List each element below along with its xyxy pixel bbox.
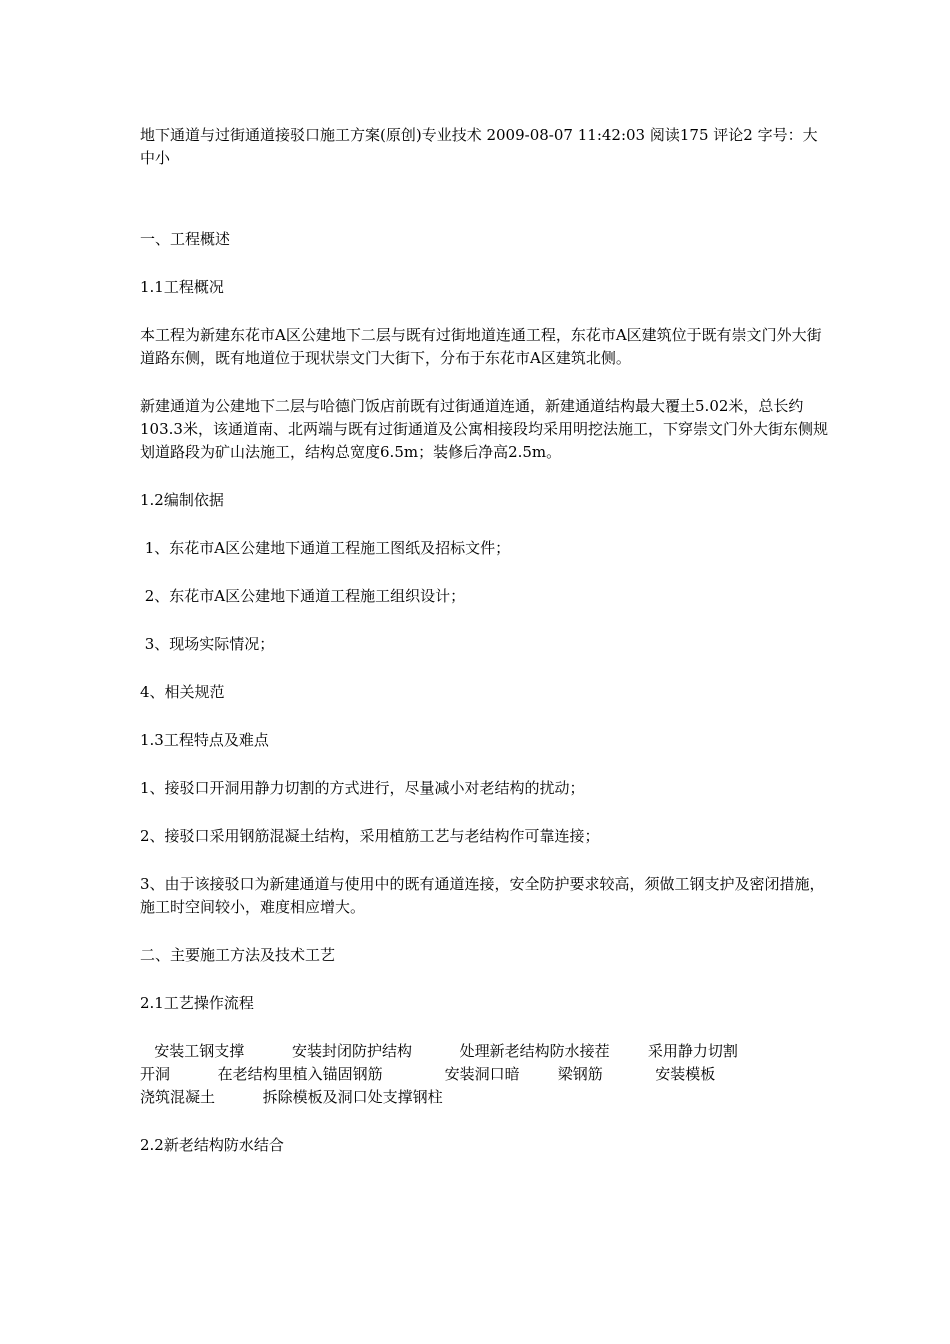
spacer xyxy=(140,512,830,537)
spacer xyxy=(140,704,830,729)
subsection-heading-1-1: 1.1工程概况 xyxy=(140,278,224,296)
basis-item-4: 4、相关规范 xyxy=(140,683,225,701)
basis-item-2: 2、东花市A区公建地下通道工程施工组织设计； xyxy=(140,587,466,605)
spacer xyxy=(140,967,830,992)
spacer xyxy=(140,608,830,633)
subsection-heading-1-2: 1.2编制依据 xyxy=(140,491,224,509)
subsection-heading-1-3: 1.3工程特点及难点 xyxy=(140,731,269,749)
basis-item-1: 1、东花市A区公建地下通道工程施工图纸及招标文件； xyxy=(140,539,511,557)
spacer xyxy=(140,1015,830,1040)
spacer xyxy=(140,656,830,681)
document-page xyxy=(140,124,830,1157)
paragraph-overview-2: 新建通道为公建地下二层与哈德门饭店前既有过街通道连通，新建通道结构最大覆土5.02米，总长约103.3米，该通道南、北两端与既有过街通道及公寓相接段均采用明挖法施工，下穿崇文门外大街东侧规划道路段为矿山法施工，结构总宽度6.5m；装修后净高2.5m。 xyxy=(140,397,828,461)
paragraph-overview-1: 本工程为新建东花市A区公建地下二层与既有过街地道连通工程，东花市A区建筑位于既有崇文门外大街道路东侧，既有地道位于现状崇文门大街下，分布于东花市A区建筑北侧。 xyxy=(140,326,822,367)
spacer xyxy=(140,251,830,276)
spacer xyxy=(140,370,830,395)
section-heading-2: 二、主要施工方法及技术工艺 xyxy=(140,946,336,964)
process-flow-row-3: 浇筑混凝土 拆除模板及洞口处支撑钢柱 xyxy=(140,1088,443,1106)
spacer xyxy=(140,800,830,825)
spacer xyxy=(140,299,830,324)
spacer xyxy=(140,170,830,228)
feature-item-2: 2、接驳口采用钢筋混凝土结构，采用植筋工艺与老结构作可靠连接； xyxy=(140,827,600,845)
document-header: 地下通道与过街通道接驳口施工方案(原创)专业技术 2009-08-07 11:42:03 阅读175 评论2 字号：大中小 xyxy=(140,126,818,167)
spacer xyxy=(140,848,830,873)
feature-item-3: 3、由于该接驳口为新建通道与使用中的既有通道连接，安全防护要求较高，须做工钢支护及密闭措施，施工时空间较小，难度相应增大。 xyxy=(140,875,825,916)
spacer xyxy=(140,560,830,585)
spacer xyxy=(140,919,830,944)
subsection-heading-2-1: 2.1工艺操作流程 xyxy=(140,994,254,1012)
section-heading-1: 一、工程概述 xyxy=(140,230,231,248)
spacer xyxy=(140,464,830,489)
feature-item-1: 1、接驳口开洞用静力切割的方式进行，尽量减小对老结构的扰动； xyxy=(140,779,585,797)
process-flow-row-1: 安装工钢支撑 安装封闭防护结构 处理新老结构防水接茬 采用静力切割 xyxy=(140,1042,738,1060)
spacer xyxy=(140,752,830,777)
basis-item-3: 3、现场实际情况； xyxy=(140,635,275,653)
process-flow xyxy=(140,1040,830,1109)
spacer xyxy=(140,1109,830,1134)
subsection-heading-2-2: 2.2新老结构防水结合 xyxy=(140,1136,284,1154)
process-flow-row-2: 开洞 在老结构里植入锚固钢筋 安装洞口暗 梁钢筋 安装模板 xyxy=(140,1065,716,1083)
